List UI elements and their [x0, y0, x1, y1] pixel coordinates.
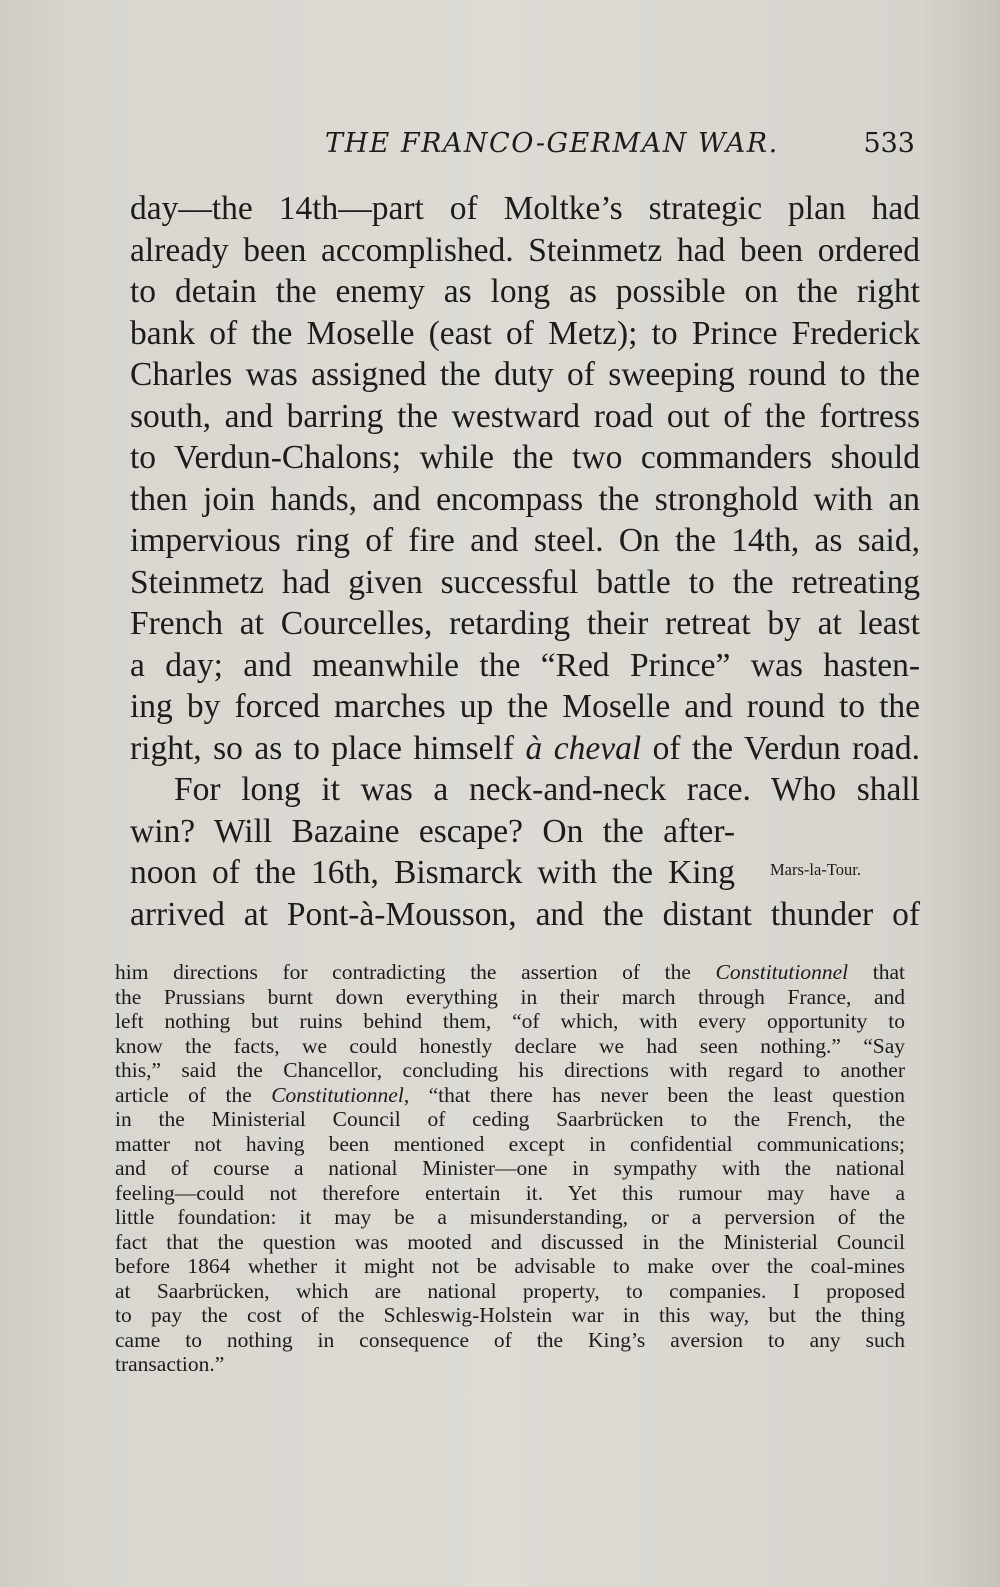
text-segment: , “that there has never been the least question — [403, 1082, 905, 1107]
text-line: then join hands, and encompass the stronghold with an — [130, 480, 920, 518]
margin-note: Mars-la-Tour. — [770, 860, 861, 879]
italic-phrase: Constitutionnel — [271, 1082, 404, 1107]
footnote-line: transaction.” — [115, 1352, 225, 1376]
footnote-line: before 1864 whether it might not be advisable to make over the coal-mines — [115, 1254, 905, 1278]
footnote-line: and of course a national Minister—one in sympathy with the national — [115, 1156, 905, 1180]
text-line: arrived at Pont-à-Mousson, and the distant thunder of — [130, 895, 920, 933]
text-line: win? Will Bazaine escape? On the after- — [130, 812, 735, 850]
footnote-line: to pay the cost of the Schleswig-Holstein war in this way, but the thing — [115, 1303, 905, 1327]
footnote-line: at Saarbrücken, which are national property, to companies. I proposed — [115, 1278, 905, 1303]
text-line: ing by forced marches up the Moselle and round to the — [130, 688, 920, 725]
text-segment: right, so as to place himself — [130, 729, 526, 767]
italic-phrase: Constitutionnel — [715, 960, 849, 984]
text-line: noon of the 16th, Bismarck with the King — [130, 854, 735, 891]
footnote-line: know the facts, we could honestly declare we had seen nothing.” “Say — [115, 1033, 905, 1058]
footnote-line-with-italic — [115, 1083, 905, 1108]
text-line: already been accomplished. Steinmetz had been ordered — [130, 231, 920, 269]
text-line-with-italic — [130, 728, 920, 770]
text-line: Charles was assigned the duty of sweeping round to the — [130, 356, 920, 393]
text-line: south, and barring the westward road out of the fortress — [130, 397, 920, 435]
footnote-line: matter not having been mentioned except in confidential communications; — [115, 1131, 905, 1156]
text-segment: him directions for contradicting the assertion of the — [115, 960, 716, 984]
italic-phrase: à cheval — [525, 729, 642, 767]
text-line: Steinmetz had given successful battle to the retreating — [130, 563, 920, 601]
running-title: THE FRANCO-GERMAN WAR. — [325, 128, 779, 159]
text-line: a day; and meanwhile the “Red Prince” was hasten- — [130, 646, 920, 684]
running-head — [130, 128, 920, 168]
text-line: to Verdun-Chalons; while the two commanders should — [130, 439, 920, 476]
text-segment: that — [848, 960, 905, 984]
main-text — [130, 188, 920, 935]
text-line: to detain the enemy as long as possible on the right — [130, 273, 920, 310]
footnote-line: feeling—could not therefore entertain it. Yet this rumour may have a — [115, 1180, 905, 1205]
text-segment: of the Verdun road. — [641, 729, 920, 767]
footnote-line: little foundation: it may be a misunderstanding, or a perversion of the — [115, 1205, 905, 1229]
page-number: 533 — [863, 128, 915, 159]
text-line: day—the 14th—part of Moltke’s strategic plan had — [130, 190, 920, 227]
text-line: French at Courcelles, retarding their retreat by at least — [130, 605, 920, 642]
footnote-line: this,” said the Chancellor, concluding his directions with regard to another — [115, 1058, 905, 1082]
text-line: impervious ring of fire and steel. On the 14th, as said, — [130, 522, 920, 559]
footnote-line: left nothing but ruins behind them, “of which, with every opportunity to — [115, 1009, 905, 1033]
footnote-line-with-italic — [115, 960, 905, 985]
text-segment: article of the — [115, 1082, 272, 1107]
text-line: bank of the Moselle (east of Metz); to Prince Frederick — [130, 314, 920, 352]
footnote-line: the Prussians burnt down everything in their march through France, and — [115, 984, 905, 1009]
paragraph-first-line: For long it was a neck-and-neck race. Who shall — [174, 771, 920, 808]
footnote-line: fact that the question was mooted and discussed in the Ministerial Council — [115, 1229, 905, 1254]
footnote-line: came to nothing in consequence of the King’s aversion to any such — [115, 1327, 905, 1352]
footnote-line: in the Ministerial Council of ceding Saarbrücken to the French, the — [115, 1107, 905, 1131]
footnote — [115, 960, 905, 1377]
